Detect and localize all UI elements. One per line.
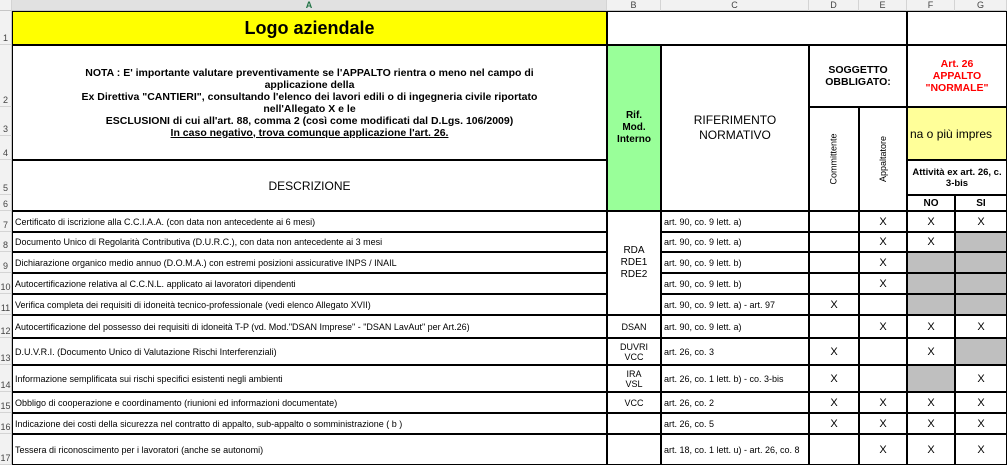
descrizione-cell[interactable]: Verifica completa dei requisiti di idoneità tecnico-professionale (vedi elenco Allegato XVII) [12, 294, 607, 315]
rif-cell[interactable]: VCC [607, 392, 661, 413]
si-cell[interactable]: X [955, 365, 1007, 392]
descrizione-cell[interactable]: Autocertificazione del possesso dei requisiti di idoneità T-P (vd. Mod."DSAN Imprese" - "DSAN LavAut" per Art.26) [12, 315, 607, 338]
committente-cell[interactable]: X [809, 392, 859, 413]
no-cell[interactable] [907, 252, 955, 273]
appaltatore-cell[interactable]: X [859, 232, 907, 252]
committente-cell[interactable]: X [809, 338, 859, 365]
normativo-cell[interactable]: art. 26, co. 1 lett. b) - co. 3-bis [661, 365, 809, 392]
header-blank-f1-g1 [907, 11, 1007, 45]
appaltatore-cell[interactable] [859, 294, 907, 315]
committente-label: Committente [829, 133, 839, 185]
descrizione-cell[interactable]: Informazione semplificata sui rischi specifici esistenti negli ambienti [12, 365, 607, 392]
si-header: SI [955, 195, 1007, 211]
no-cell[interactable] [907, 294, 955, 315]
normativo-cell[interactable]: art. 90, co. 9 lett. a) - art. 97 [661, 294, 809, 315]
row-header-12[interactable]: 12 [0, 315, 12, 338]
row-header-14[interactable]: 14 [0, 365, 12, 392]
descrizione-cell[interactable]: Autocertificazione relativa al C.C.N.L. applicato ai lavoratori dipendenti [12, 273, 607, 294]
normativo-cell[interactable]: art. 90, co. 9 lett. b) [661, 252, 809, 273]
descrizione-cell[interactable]: Certificato di iscrizione alla C.C.I.A.A. (con data non antecedente ai 6 mesi) [12, 211, 607, 232]
row-header-7[interactable]: 7 [0, 211, 12, 232]
no-cell[interactable]: X [907, 338, 955, 365]
normativo-cell[interactable]: art. 90, co. 9 lett. b) [661, 273, 809, 294]
committente-cell[interactable]: X [809, 365, 859, 392]
committente-cell[interactable] [809, 232, 859, 252]
si-cell[interactable] [955, 252, 1007, 273]
rif-cell[interactable] [607, 434, 661, 465]
si-cell[interactable] [955, 273, 1007, 294]
no-cell[interactable] [907, 365, 955, 392]
column-header-a[interactable]: A [12, 0, 607, 11]
rif-mod-interno-header: Rif. Mod. Interno [607, 45, 661, 211]
appaltatore-cell[interactable] [859, 338, 907, 365]
row-header-8[interactable]: 8 [0, 232, 12, 252]
committente-cell[interactable] [809, 211, 859, 232]
normativo-cell[interactable]: art. 90, co. 9 lett. a) [661, 232, 809, 252]
committente-cell[interactable]: X [809, 413, 859, 434]
row-header-6[interactable]: 6 [0, 195, 12, 211]
descrizione-cell[interactable]: Documento Unico di Regolarità Contributiva (D.U.R.C.), con data non antecedente ai 3 mesi [12, 232, 607, 252]
column-header-c[interactable]: C [661, 0, 809, 11]
appaltatore-cell[interactable]: X [859, 315, 907, 338]
appaltatore-cell[interactable]: X [859, 273, 907, 294]
si-cell[interactable]: X [955, 392, 1007, 413]
appaltatore-cell[interactable]: X [859, 413, 907, 434]
descrizione-cell[interactable]: Tessera di riconoscimento per i lavoratori (anche se autonomi) [12, 434, 607, 465]
descrizione-cell[interactable]: D.U.V.R.I. (Documento Unico di Valutazione Rischi Interferenziali) [12, 338, 607, 365]
rif-cell[interactable]: IRA VSL [607, 365, 661, 392]
no-cell[interactable]: X [907, 211, 955, 232]
row-header-2[interactable]: 2 [0, 45, 12, 107]
attivita-header: Attività ex art. 26, c. 3-bis [907, 160, 1007, 195]
si-cell[interactable]: X [955, 315, 1007, 338]
si-cell[interactable] [955, 294, 1007, 315]
row-header-5[interactable]: 5 [0, 160, 12, 195]
nota-line: applicazione della [264, 78, 355, 91]
row-header-11[interactable]: 11 [0, 294, 12, 315]
row-header-13[interactable]: 13 [0, 338, 12, 365]
nota-block [12, 45, 607, 160]
column-header-f[interactable]: F [907, 0, 955, 11]
rif-cell[interactable]: DUVRI VCC [607, 338, 661, 365]
no-cell[interactable]: X [907, 434, 955, 465]
row-header-3[interactable]: 3 [0, 107, 12, 136]
si-cell[interactable] [955, 338, 1007, 365]
column-header-b[interactable]: B [607, 0, 661, 11]
row-header-1[interactable]: 1 [0, 11, 12, 45]
row-header-15[interactable]: 15 [0, 392, 12, 413]
descrizione-cell[interactable]: Indicazione dei costi della sicurezza nel contratto di appalto, sub-appalto o somministrazione ( b ) [12, 413, 607, 434]
header-blank-b1-e1 [607, 11, 907, 45]
normativo-cell[interactable]: art. 90, co. 9 lett. a) [661, 315, 809, 338]
appaltatore-cell[interactable] [859, 365, 907, 392]
appaltatore-cell[interactable]: X [859, 392, 907, 413]
nota-line: In caso negativo, trova comunque applicazione l'art. 26. [170, 126, 449, 139]
appaltatore-label: Appaltatore [878, 135, 889, 183]
row-header-4[interactable]: 4 [0, 136, 12, 160]
appaltatore-header [859, 107, 907, 211]
column-header-g[interactable]: G [955, 0, 1007, 11]
si-cell[interactable]: X [955, 211, 1007, 232]
column-header-d[interactable]: D [809, 0, 859, 11]
row-header-10[interactable]: 10 [0, 273, 12, 294]
row-header-17[interactable]: 17 [0, 434, 12, 465]
normativo-cell[interactable]: art. 18, co. 1 lett. u) - art. 26, co. 8 [661, 434, 809, 465]
rif-cell[interactable]: DSAN [607, 315, 661, 338]
una-o-piu-imprese-cell: na o più impres [907, 107, 1007, 160]
art26-header: Art. 26 APPALTO "NORMALE" [907, 45, 1007, 107]
logo-cell: Logo aziendale [12, 11, 607, 45]
select-all-corner[interactable] [0, 0, 12, 11]
soggetto-obbligato-header: SOGGETTO OBBLIGATO: [809, 45, 907, 107]
descrizione-cell[interactable]: Dichiarazione organico medio annuo (D.O.M.A.) con estremi posizioni assicurative INPS / INAIL [12, 252, 607, 273]
committente-cell[interactable] [809, 252, 859, 273]
column-header-e[interactable]: E [859, 0, 907, 11]
row-header-9[interactable]: 9 [0, 252, 12, 273]
si-cell[interactable] [955, 232, 1007, 252]
si-cell[interactable]: X [955, 413, 1007, 434]
nota-line: Ex Direttiva "CANTIERI", consultando l'elenco dei lavori edili o di ingegneria civile riportato [81, 90, 538, 103]
descrizione-header: DESCRIZIONE [12, 160, 607, 211]
rif-cell[interactable] [607, 413, 661, 434]
nota-line: ESCLUSIONI di cui all'art. 88, comma 2 (così come modificati dal D.Lgs. 106/2009) [105, 114, 514, 127]
rif-rda-block[interactable]: RDA RDE1 RDE2 [607, 211, 661, 315]
nota-line: NOTA : E' importante valutare preventivamente se l'APPALTO rientra o meno nel campo di [85, 66, 534, 79]
nota-line: nell'Allegato X e le [263, 102, 356, 115]
committente-cell[interactable] [809, 434, 859, 465]
normativo-cell[interactable]: art. 90, co. 9 lett. a) [661, 211, 809, 232]
committente-cell[interactable] [809, 273, 859, 294]
appaltatore-cell[interactable]: X [859, 252, 907, 273]
row-header-16[interactable]: 16 [0, 413, 12, 434]
no-cell[interactable]: X [907, 232, 955, 252]
no-cell[interactable] [907, 273, 955, 294]
appaltatore-cell[interactable]: X [859, 434, 907, 465]
no-cell[interactable]: X [907, 413, 955, 434]
descrizione-cell[interactable]: Obbligo di cooperazione e coordinamento (riunioni ed informazioni documentate) [12, 392, 607, 413]
no-cell[interactable]: X [907, 315, 955, 338]
si-cell[interactable]: X [955, 434, 1007, 465]
committente-cell[interactable] [809, 315, 859, 338]
normativo-cell[interactable]: art. 26, co. 5 [661, 413, 809, 434]
no-header: NO [907, 195, 955, 211]
riferimento-normativo-header: RIFERIMENTO NORMATIVO [661, 45, 809, 211]
normativo-cell[interactable]: art. 26, co. 3 [661, 338, 809, 365]
no-cell[interactable]: X [907, 392, 955, 413]
committente-cell[interactable]: X [809, 294, 859, 315]
normativo-cell[interactable]: art. 26, co. 2 [661, 392, 809, 413]
appaltatore-cell[interactable]: X [859, 211, 907, 232]
committente-header [809, 107, 859, 211]
